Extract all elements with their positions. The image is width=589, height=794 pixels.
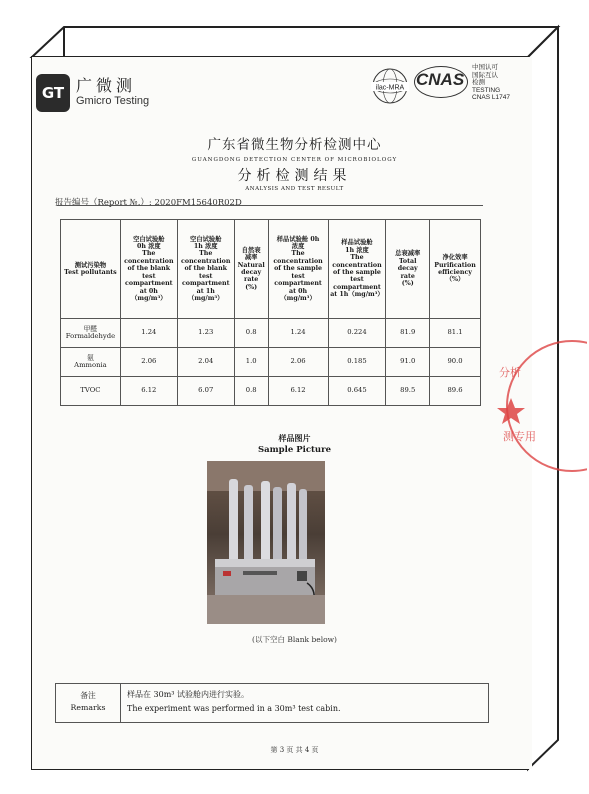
pollutant-cell: TVOC (61, 377, 121, 406)
report-number: 报告编号（Report №.）: 2020FM15640R02D (55, 198, 242, 208)
value-cell: 89.6 (430, 377, 481, 406)
brand-name-en: Gmicro Testing (76, 95, 150, 107)
sample-picture-title-cn: 样品图片 (278, 434, 311, 443)
svg-text:ilac-MRA: ilac-MRA (375, 84, 405, 92)
brand-name-cn: 广微测 (76, 76, 137, 95)
value-cell: 1.0 (234, 348, 268, 377)
gmicro-logo-icon: GT (36, 74, 70, 112)
value-cell: 0.8 (234, 377, 268, 406)
page-number: 第 3 页 共 4 页 (270, 746, 319, 754)
header-natural-decay: 自然衰 减率 Natural decay rate (%) (234, 220, 268, 319)
blank-below-caption: (以下空白 Blank below) (252, 635, 337, 644)
value-cell: 0.185 (328, 348, 386, 377)
remarks-text-en: The experiment was performed in a 30m³ test cabin. (127, 704, 341, 713)
table-row (61, 377, 481, 406)
value-cell: 81.9 (386, 319, 430, 348)
sample-photo (207, 461, 325, 624)
report-title-cn: 广东省微生物分析检测中心 (207, 137, 382, 153)
header-blank-1h: 空白试验舱 1h 浓度 The concentration of the blank test compartment at 1h （mg/m³） (177, 220, 234, 319)
value-cell: 0.224 (328, 319, 386, 348)
value-cell: 6.12 (268, 377, 328, 406)
ilac-mra-logo-icon (366, 66, 414, 106)
pollutant-cell: 甲醛 Formaldehyde (61, 319, 121, 348)
value-cell: 90.0 (430, 348, 481, 377)
header-purification: 净化效率 Purification efficiency （%） (430, 220, 481, 319)
svg-text:测专用: 测专用 (503, 430, 536, 443)
remarks-text-cn: 样品在 30m³ 试验舱内进行实验。 (127, 690, 250, 699)
remarks-label: 备注 Remarks (56, 684, 121, 722)
value-cell: 0.645 (328, 377, 386, 406)
header-pollutants: 测试污染物 Test pollutants (61, 220, 121, 319)
header-total-decay: 总衰减率 Total decay rate (%) (386, 220, 430, 319)
sample-picture-title-en: Sample Picture (258, 445, 331, 455)
value-cell: 1.24 (268, 319, 328, 348)
cnas-logo-text: CNAS (416, 70, 465, 89)
report-paper (32, 57, 532, 769)
value-cell: 1.23 (177, 319, 234, 348)
value-cell: 91.0 (386, 348, 430, 377)
header-sample-0h: 样品试验舱 0h 浓度 The concentration of the sample test compartment at 0h （mg/m³） (268, 220, 328, 319)
results-table (60, 219, 481, 406)
air-purifier-device-icon (207, 461, 325, 624)
value-cell: 2.06 (120, 348, 177, 377)
table-row (61, 319, 481, 348)
remarks-box (55, 683, 489, 723)
red-seal-stamp-icon (497, 336, 587, 476)
header-sample-1h: 样品试验舱 1h 浓度 The concentration of the sample test compartment at 1h（mg/m³） (328, 220, 386, 319)
table-row (61, 348, 481, 377)
header-blank-0h: 空白试验舱 0h 浓度 The concentration of the blank test compartment at 0h （mg/m³） (120, 220, 177, 319)
table-header-row (61, 220, 481, 319)
report-title-en: GUANGDONG DETECTION CENTER OF MICROBIOLOGY (191, 157, 398, 163)
value-cell: 89.5 (386, 377, 430, 406)
value-cell: 0.8 (234, 319, 268, 348)
pollutant-cell: 氨 Ammonia (61, 348, 121, 377)
report-subtitle-en: ANALYSIS AND TEST RESULT (245, 186, 344, 192)
value-cell: 2.04 (177, 348, 234, 377)
value-cell: 2.06 (268, 348, 328, 377)
svg-text:分析: 分析 (499, 366, 521, 379)
value-cell: 1.24 (120, 319, 177, 348)
report-subtitle-cn: 分析检测结果 (237, 168, 352, 184)
value-cell: 81.1 (430, 319, 481, 348)
divider (57, 205, 483, 206)
accreditation-text: 中国认可 国际互认 检测 TESTING CNAS L1747 (472, 64, 510, 102)
value-cell: 6.12 (120, 377, 177, 406)
value-cell: 6.07 (177, 377, 234, 406)
